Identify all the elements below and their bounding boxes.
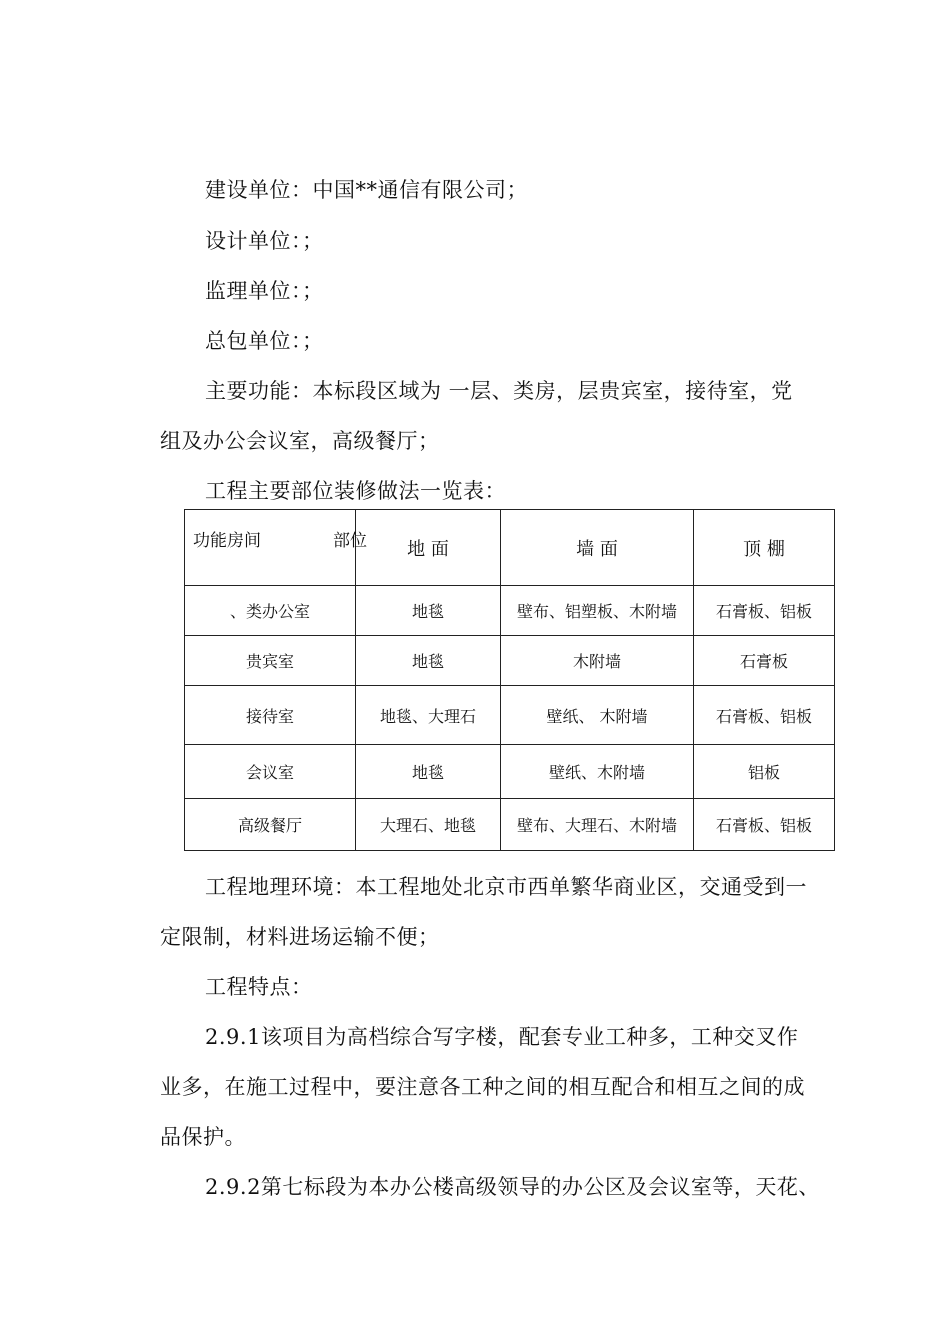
geo-env-line-1: 工程地理环境：本工程地处北京市西单繁华商业区，交通受到一 (205, 875, 807, 899)
wall-cell: 壁纸、 木附墙 (501, 686, 694, 745)
ceiling-cell: 铝板 (694, 745, 835, 799)
general-contractor-text: 总包单位：； (205, 329, 324, 353)
feature-1-line-1: 2.9.1该项目为高档综合写字楼，配套专业工种多，工种交叉作 (205, 1025, 799, 1049)
table-row (185, 586, 835, 636)
room-cell: 会议室 (185, 745, 356, 799)
header-corner-cell (185, 510, 367, 586)
header-wall: 墙 面 (501, 510, 694, 586)
ceiling-cell: 石膏板、铝板 (694, 799, 835, 851)
feature-2-line-1: 2.9.2第七标段为本办公楼高级领导的办公区及会议室等，天花、 (205, 1175, 820, 1199)
header-room-label: 功能房间 (193, 531, 261, 551)
design-unit-text: 设计单位：； (205, 229, 324, 253)
floor-cell: 大理石、地毯 (356, 799, 501, 851)
room-cell: 贵宾室 (185, 636, 356, 686)
wall-cell: 壁布、大理石、木附墙 (501, 799, 694, 851)
table-header-row (185, 510, 835, 586)
feature-1-line-3: 品保护。 (160, 1125, 246, 1149)
wall-cell: 壁纸、木附墙 (501, 745, 694, 799)
header-ceiling: 顶 棚 (694, 510, 835, 586)
supervise-unit-text: 监理单位：； (205, 279, 324, 303)
table-intro-text: 工程主要部位装修做法一览表： (205, 479, 506, 503)
header-floor: 地 面 (356, 510, 501, 586)
table-row (185, 686, 835, 745)
table-row (185, 745, 835, 799)
wall-cell: 壁布、铝塑板、木附墙 (501, 586, 694, 636)
ceiling-cell: 石膏板、铝板 (694, 686, 835, 745)
decoration-table (184, 509, 835, 851)
room-cell: 高级餐厅 (185, 799, 356, 851)
room-cell: 接待室 (185, 686, 356, 745)
main-function-line-1: 主要功能：本标段区域为 一层、类房，层贵宾室，接待室，党 (205, 379, 793, 403)
wall-cell: 木附墙 (501, 636, 694, 686)
floor-cell: 地毯 (356, 586, 501, 636)
floor-cell: 地毯、大理石 (356, 686, 501, 745)
ceiling-cell: 石膏板 (694, 636, 835, 686)
room-cell: 、类办公室 (185, 586, 356, 636)
floor-cell: 地毯 (356, 636, 501, 686)
floor-cell: 地毯 (356, 745, 501, 799)
feature-1-line-2: 业多，在施工过程中，要注意各工种之间的相互配合和相互之间的成 (160, 1075, 805, 1099)
build-unit-text: 建设单位：中国**通信有限公司； (205, 178, 528, 202)
table-row (185, 636, 835, 686)
features-title: 工程特点： (205, 975, 313, 999)
main-function-line-2: 组及办公会议室，高级餐厅； (160, 429, 440, 453)
header-part-label: 部位 (333, 531, 367, 551)
geo-env-line-2: 定限制，材料进场运输不便； (160, 925, 440, 949)
table-row (185, 799, 835, 851)
ceiling-cell: 石膏板、铝板 (694, 586, 835, 636)
